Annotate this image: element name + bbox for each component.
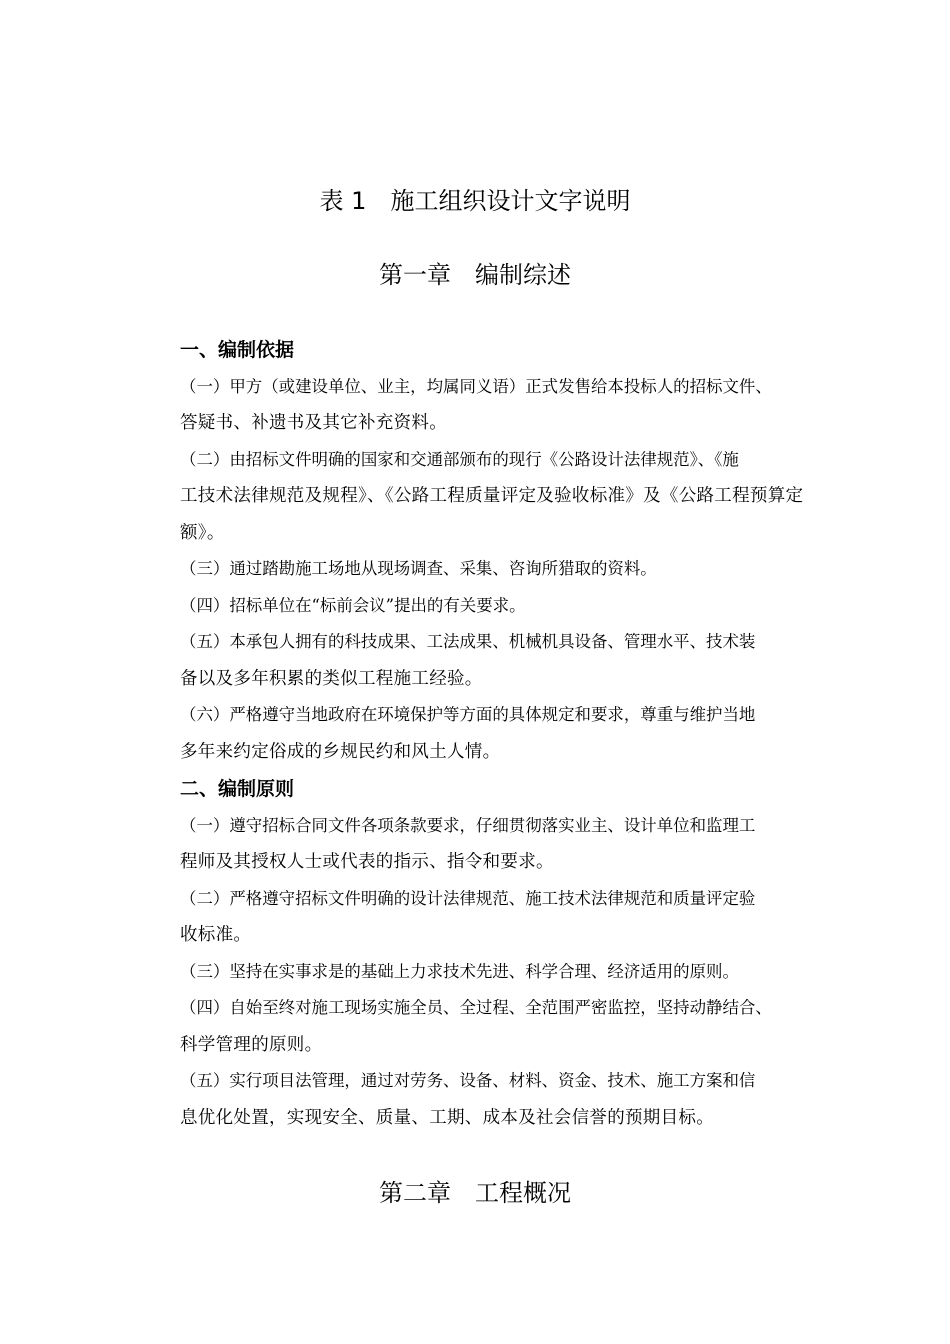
paragraph-line: 多年来约定俗成的乡规民约和风土人情。 [180,741,501,762]
paragraph-line: （四）自始至终对施工现场实施全员、全过程、全范围严密监控，坚持动静结合、 [180,998,772,1017]
paragraph-line: 答疑书、补遗书及其它补充资料。 [180,413,447,433]
paragraph [137,697,855,770]
section-principles [137,771,855,1136]
paragraph-line: （三）坚持在实事求是的基础上力求技术先进、科学合理、经济适用的原则。 [180,961,739,981]
paragraph [137,881,855,954]
paragraph-line: （四）招标单位在“标前会议”提出的有关要求。 [180,595,526,615]
paragraph-line: 额》。 [180,522,225,543]
paragraph [137,1063,855,1136]
paragraph-line: （五）实行项目法管理，通过对劳务、设备、材料、资金、技术、施工方案和信 [180,1071,756,1090]
paragraph-line: 收标准。 [180,925,252,945]
paragraph [137,808,855,881]
chapter-title-1: 第一章 编制综述 [379,261,571,289]
section-heading-basis: 一、编制依据 [180,339,295,361]
paragraph-line: （二）由招标文件明确的国家和交通部颁布的现行《公路设计法律规范》、《施 [180,449,739,469]
paragraph [137,624,855,697]
paragraph [137,990,855,1063]
section-heading-principles: 二、编制原则 [180,778,295,800]
paragraph-line: （一）遵守招标合同文件各项条款要求，仔细贯彻落实业主、设计单位和监理工 [180,815,756,835]
paragraph [137,588,855,625]
paragraph-line: 息优化处置，实现安全、质量、工期、成本及社会信誉的预期目标。 [180,1107,714,1128]
paragraph-line: 科学管理的原则。 [180,1034,323,1055]
paragraph-line: （三）通过踏勘施工场地从现场调查、采集、咨询所猎取的资料。 [180,559,657,578]
paragraph-line: 备以及多年积累的类似工程施工经验。 [180,668,483,689]
section-basis [137,332,855,770]
paragraph [137,369,855,442]
document-title: 表 1 施工组织设计文字说明 [319,187,631,215]
paragraph-line: （二）严格遵守招标文件明确的设计法律规范、施工技术法律规范和质量评定验 [180,888,756,908]
chapter-title-2: 第二章 工程概况 [379,1179,571,1207]
paragraph-line: （一）甲方（或建设单位、业主，均属同义语）正式发售给本投标人的招标文件、 [180,376,772,396]
paragraph [137,442,855,552]
paragraph [137,954,855,991]
paragraph [137,551,855,588]
paragraph-line: （六）严格遵守当地政府在环境保护等方面的具体规定和要求，尊重与维护当地 [180,705,756,724]
paragraph-line: 工技术法律规范及规程》、《公路工程质量评定及验收标准》及《公路工程预算定 [180,486,804,506]
paragraph-line: 程师及其授权人士或代表的指示、指令和要求。 [180,852,554,872]
paragraph-line: （五）本承包人拥有的科技成果、工法成果、机械机具设备、管理水平、技术装 [180,632,756,651]
